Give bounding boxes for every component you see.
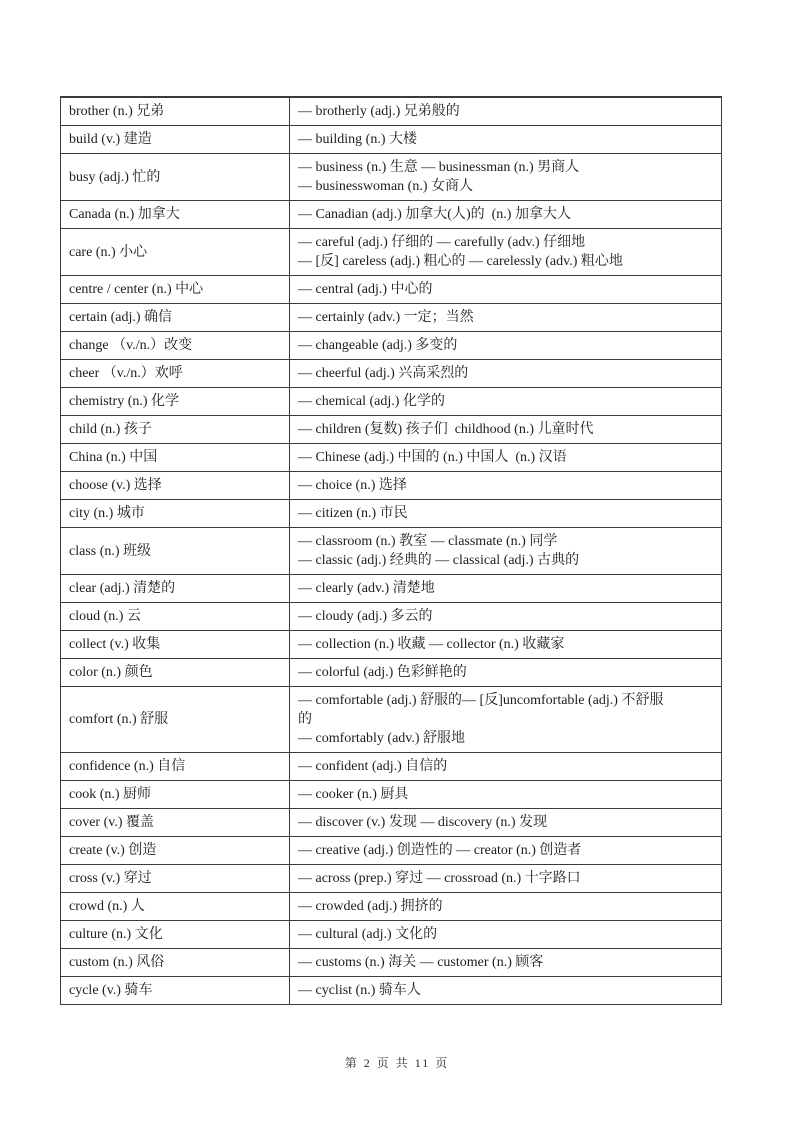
derivative-line: — cloudy (adj.) 多云的 <box>298 609 433 624</box>
derivative-line: — chemical (adj.) 化学的 <box>298 394 445 409</box>
table-row <box>61 977 722 1005</box>
derivative-line: — certainly (adv.) 一定；当然 <box>298 310 474 325</box>
derivative-line: — careful (adj.) 仔细的 — carefully (adv.) 仔细地 <box>298 235 586 250</box>
word-cell: cover (v.) 覆盖 <box>61 809 290 837</box>
derivatives-cell <box>290 865 722 893</box>
derivatives-cell <box>290 360 722 388</box>
derivative-line: — citizen (n.) 市民 <box>298 506 408 521</box>
table-row <box>61 575 722 603</box>
table-row <box>61 687 722 753</box>
derivatives-cell <box>290 687 722 753</box>
derivatives-cell <box>290 472 722 500</box>
table-row <box>61 781 722 809</box>
table-row <box>61 631 722 659</box>
derivatives-cell <box>290 388 722 416</box>
derivatives-cell <box>290 444 722 472</box>
derivative-line: — cultural (adj.) 文化的 <box>298 927 438 942</box>
page-footer <box>0 1054 794 1071</box>
derivatives-cell <box>290 659 722 687</box>
derivative-line: — businesswoman (n.) 女商人 <box>298 179 473 194</box>
table-row <box>61 659 722 687</box>
word-cell: custom (n.) 风俗 <box>61 949 290 977</box>
table-row <box>61 921 722 949</box>
table-row <box>61 837 722 865</box>
word-cell: build (v.) 建造 <box>61 126 290 154</box>
derivatives-cell <box>290 332 722 360</box>
derivative-line: — children (复数) 孩子们 childhood (n.) 儿童时代 <box>298 422 594 437</box>
derivatives-cell <box>290 154 722 201</box>
derivative-line: — comfortably (adv.) 舒服地 <box>298 731 466 746</box>
derivative-line: — classic (adj.) 经典的 — classical (adj.) 古典的 <box>298 553 580 568</box>
derivative-line: — Canadian (adj.) 加拿大(人)的 (n.) 加拿大人 <box>298 207 571 222</box>
derivative-line: — collection (n.) 收藏 — collector (n.) 收藏家 <box>298 637 565 652</box>
derivatives-cell <box>290 126 722 154</box>
derivative-line: — creative (adj.) 创造性的 — creator (n.) 创造者 <box>298 843 582 858</box>
word-cell: crowd (n.) 人 <box>61 893 290 921</box>
derivatives-cell <box>290 304 722 332</box>
derivative-line: — cooker (n.) 厨具 <box>298 787 409 802</box>
derivative-line: — building (n.) 大楼 <box>298 132 417 147</box>
word-cell: chemistry (n.) 化学 <box>61 388 290 416</box>
derivatives-cell <box>290 97 722 126</box>
derivatives-cell <box>290 837 722 865</box>
table-row <box>61 753 722 781</box>
word-cell: create (v.) 创造 <box>61 837 290 865</box>
derivative-line: — changeable (adj.) 多变的 <box>298 338 458 353</box>
derivative-line: — crowded (adj.) 拥挤的 <box>298 899 443 914</box>
derivatives-cell <box>290 416 722 444</box>
word-cell: city (n.) 城市 <box>61 500 290 528</box>
table-row <box>61 444 722 472</box>
table-row <box>61 416 722 444</box>
word-cell: brother (n.) 兄弟 <box>61 97 290 126</box>
word-cell: cross (v.) 穿过 <box>61 865 290 893</box>
derivative-line: — Chinese (adj.) 中国的 (n.) 中国人 (n.) 汉语 <box>298 450 567 465</box>
derivative-line: — business (n.) 生意 — businessman (n.) 男商人 <box>298 160 580 175</box>
table-row <box>61 603 722 631</box>
table-row <box>61 472 722 500</box>
derivatives-cell <box>290 893 722 921</box>
word-cell: culture (n.) 文化 <box>61 921 290 949</box>
word-cell: clear (adj.) 清楚的 <box>61 575 290 603</box>
derivatives-cell <box>290 949 722 977</box>
derivative-line: — [反] careless (adj.) 粗心的 — carelessly (adv.) 粗心地 <box>298 254 623 269</box>
word-cell: Canada (n.) 加拿大 <box>61 201 290 229</box>
derivatives-cell <box>290 921 722 949</box>
derivative-line: — cheerful (adj.) 兴高采烈的 <box>298 366 469 381</box>
word-cell: care (n.) 小心 <box>61 229 290 276</box>
page-number-text: 第 2 页 共 11 页 <box>344 1056 450 1070</box>
derivative-line: — across (prep.) 穿过 — crossroad (n.) 十字路口 <box>298 871 581 886</box>
derivative-line: 的 <box>298 712 312 727</box>
table-row <box>61 154 722 201</box>
derivatives-cell <box>290 753 722 781</box>
derivative-line: — confident (adj.) 自信的 <box>298 759 448 774</box>
word-cell: child (n.) 孩子 <box>61 416 290 444</box>
word-cell: cloud (n.) 云 <box>61 603 290 631</box>
table-row <box>61 893 722 921</box>
table-row <box>61 528 722 575</box>
word-cell: comfort (n.) 舒服 <box>61 687 290 753</box>
table-row <box>61 126 722 154</box>
table-row <box>61 865 722 893</box>
derivatives-cell <box>290 603 722 631</box>
table-row <box>61 276 722 304</box>
word-cell: certain (adj.) 确信 <box>61 304 290 332</box>
derivatives-cell <box>290 500 722 528</box>
word-cell: change （v./n.）改变 <box>61 332 290 360</box>
table-row <box>61 949 722 977</box>
table-row <box>61 809 722 837</box>
derivative-line: — customs (n.) 海关 — customer (n.) 顾客 <box>298 955 544 970</box>
derivatives-cell <box>290 781 722 809</box>
table-row <box>61 97 722 126</box>
derivative-line: — central (adj.) 中心的 <box>298 282 433 297</box>
table-row <box>61 332 722 360</box>
word-cell: class (n.) 班级 <box>61 528 290 575</box>
vocabulary-table <box>60 96 722 1005</box>
word-cell: collect (v.) 收集 <box>61 631 290 659</box>
derivative-line: — colorful (adj.) 色彩鲜艳的 <box>298 665 467 680</box>
derivatives-cell <box>290 201 722 229</box>
word-cell: cheer （v./n.）欢呼 <box>61 360 290 388</box>
derivatives-cell <box>290 229 722 276</box>
word-cell: centre / center (n.) 中心 <box>61 276 290 304</box>
table-row <box>61 304 722 332</box>
vocabulary-table-body <box>61 97 722 1005</box>
word-cell: confidence (n.) 自信 <box>61 753 290 781</box>
table-row <box>61 360 722 388</box>
derivatives-cell <box>290 276 722 304</box>
derivative-line: — clearly (adv.) 清楚地 <box>298 581 435 596</box>
derivatives-cell <box>290 631 722 659</box>
table-row <box>61 388 722 416</box>
table-row <box>61 500 722 528</box>
word-cell: China (n.) 中国 <box>61 444 290 472</box>
derivative-line: — comfortable (adj.) 舒服的— [反]uncomfortable (adj.) 不舒服 <box>298 693 664 708</box>
derivative-line: — discover (v.) 发现 — discovery (n.) 发现 <box>298 815 548 830</box>
derivative-line: — classroom (n.) 教室 — classmate (n.) 同学 <box>298 534 558 549</box>
derivatives-cell <box>290 977 722 1005</box>
derivative-line: — brotherly (adj.) 兄弟般的 <box>298 104 460 119</box>
table-row <box>61 229 722 276</box>
derivative-line: — choice (n.) 选择 <box>298 478 407 493</box>
word-cell: cook (n.) 厨师 <box>61 781 290 809</box>
word-cell: choose (v.) 选择 <box>61 472 290 500</box>
word-cell: cycle (v.) 骑车 <box>61 977 290 1005</box>
derivative-line: — cyclist (n.) 骑车人 <box>298 983 421 998</box>
derivatives-cell <box>290 575 722 603</box>
table-row <box>61 201 722 229</box>
word-cell: color (n.) 颜色 <box>61 659 290 687</box>
derivatives-cell <box>290 528 722 575</box>
derivatives-cell <box>290 809 722 837</box>
word-cell: busy (adj.) 忙的 <box>61 154 290 201</box>
